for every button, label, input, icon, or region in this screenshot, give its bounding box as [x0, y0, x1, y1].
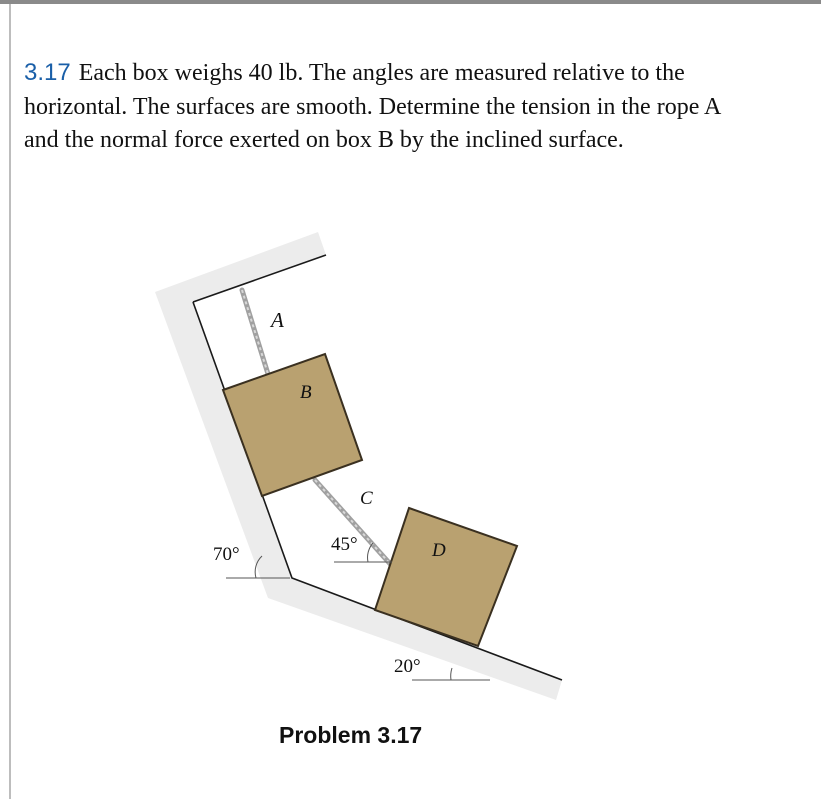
figure-caption: Problem 3.17	[279, 722, 423, 748]
label-d: D	[432, 540, 446, 561]
label-a: A	[271, 308, 284, 332]
angle-20-arc	[451, 668, 452, 680]
surface-band	[155, 232, 562, 700]
rope-a-strand	[242, 290, 268, 374]
label-b: B	[300, 382, 312, 403]
label-angle-20: 20°	[394, 656, 421, 677]
problem-body: Each box weighs 40 lb. The angles are measured relative to the horizontal. The surfaces are smooth. Determine the tension in the rope A and the normal force exerted on box B by the inclined surface.	[24, 60, 721, 153]
label-c: C	[360, 488, 373, 509]
label-angle-45: 45°	[331, 534, 358, 555]
label-angle-70: 70°	[213, 544, 240, 565]
problem-number: 3.17	[24, 59, 71, 86]
